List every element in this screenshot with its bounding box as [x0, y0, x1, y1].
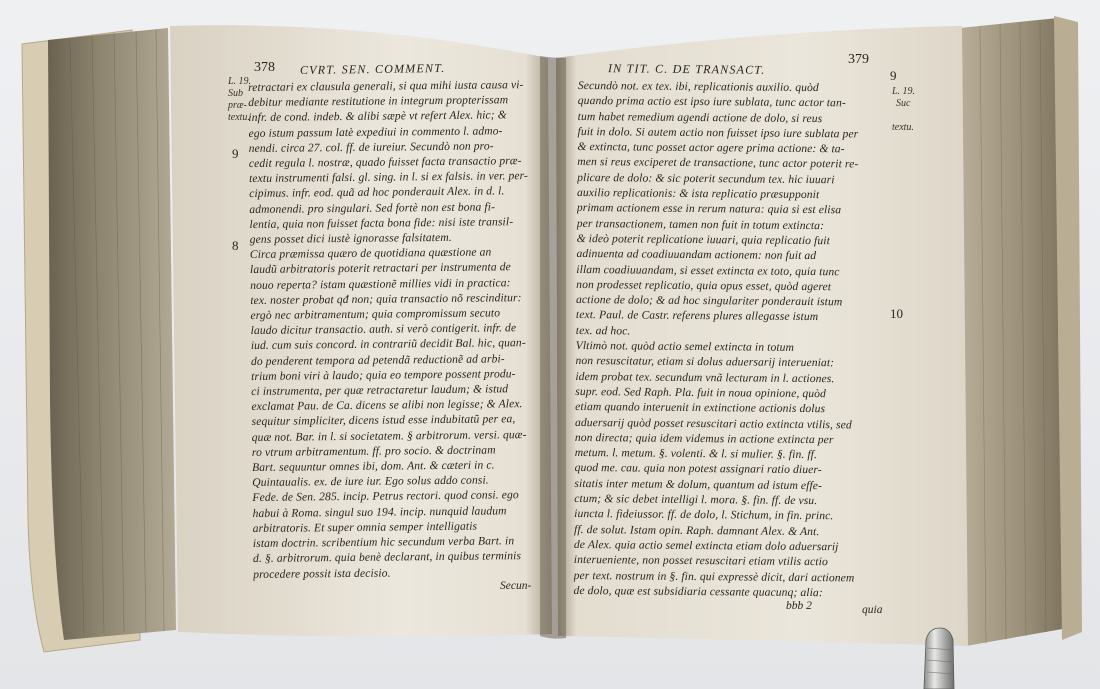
left-margin-note: textu.: [228, 112, 250, 123]
left-page-number: 378: [254, 60, 275, 75]
right-signature-mark: bbb 2: [786, 600, 812, 612]
text-line: infr. de cond. indeb. & alibi sæpè vt refert Alex. hic; &: [248, 108, 507, 125]
text-line: quando prima actio est ipso iure sublata, tunc actor tan-: [577, 94, 846, 110]
text-line: & extincta, tunc posset actor agere prima actione: & ta-: [577, 140, 845, 156]
text-line: do penderent tempora ad petendã reductionẽ ad arbi-: [250, 351, 505, 368]
text-line: gens posset dici iustè ignorasse falsitatem.: [249, 230, 452, 247]
text-line: ff. de solut. Istam opin. Raph. damnant Alex. & Ant.: [574, 522, 820, 538]
text-line: debitur mediante restitutione in integrum propterissam: [248, 93, 509, 110]
text-line: nendi. circa 27. col. ff. de iureiur. Secundò non pro-: [248, 139, 494, 155]
left-margin-note: L. 19.: [228, 76, 252, 87]
text-line: ci instrumenta, per quæ retractaretur laudum; & istud: [251, 382, 509, 399]
text-line: cipimus. infr. eod. quã ad hoc ponderauit Alex. in d. l.: [249, 184, 505, 201]
metal-bookmark: [924, 628, 954, 689]
text-line: ctum; & sic debet intelligi l. mora. §. fin. ff. de vsu.: [574, 491, 818, 508]
text-line: laudo dicitur transactio. auth. si verò contigerit. infr. de: [250, 321, 517, 338]
text-line: istam doctrin. scribentium hic secundum verba Bart. in: [252, 534, 515, 551]
text-line: retractari ex clausula generali, si qua mihi iusta causa vi-: [248, 78, 524, 94]
text-line: Secundò not. ex tex. ibi, replicationis auxilio. quòd: [577, 78, 819, 95]
text-line: ego istum passum latè expediui in commento l. admo-: [248, 123, 503, 140]
text-line: illam coadiuuandam, si esset extincta ex toto, quia tunc: [576, 262, 840, 278]
text-line: per text. nostrum in §. fin. qui expressè dicit, dari actionem: [573, 568, 855, 584]
text-line: quæ not. Bar. in l. si societatem. § arbitrorum. versi. quæ-: [251, 427, 527, 444]
right-catchword: quia: [862, 604, 883, 616]
text-line: supr. eod. Sed Raph. Pla. fuit in noua opinione, quòd: [575, 384, 826, 401]
text-line: Vltimò not. quòd actio semel extincta in totum: [575, 339, 795, 354]
text-line: laudũ arbitratoris poterit retractari per instrumenta de: [249, 260, 511, 277]
text-line: Circa præmissa quæro de quotidiana quæstione an: [249, 245, 492, 262]
left-margin-number: 8: [232, 238, 239, 253]
text-line: d. §. arbitrorum. quia benè declarant, in quibus terminis: [252, 549, 522, 566]
text-line: non resuscitatur, etiam si dolus aduersarij interueniat:: [575, 354, 835, 370]
text-line: tex. ad hoc.: [575, 323, 631, 338]
text-line: trium boni viri à laudo; quia eo tempore possent produ-: [251, 367, 516, 383]
text-line: cedit regula l. nostræ, quado fuisset facta transactio præ-: [248, 154, 522, 171]
text-line: non prodesset replicatio, quia opus esset, quòd ageret: [576, 277, 832, 294]
right-margin-note: Suc: [896, 98, 911, 109]
text-line: exclamat Pau. de Ca. dicens se alibi non legisse; & Alex.: [251, 397, 523, 414]
text-line: plicare de dolo: & sic poterit secundum tex. hic iuuari: [577, 170, 835, 187]
text-line: tum habet remedium agendi actione de dolo, si reus: [577, 109, 823, 125]
text-line: non directa; quia idem videmus in actione extincta per: [574, 430, 834, 447]
text-line: adinuenta ad coadiuuandam actionem: non fuit ad: [576, 247, 817, 263]
text-line: sequitur simpliciter, dicens istud esse indubitatũ per ea,: [251, 412, 516, 429]
left-running-head: CVRT. SEN. COMMENT.: [299, 60, 446, 78]
right-margin-note: L. 19.: [892, 86, 916, 97]
text-line: arbitratoris. Et super omnia semper intelligatis: [252, 519, 478, 535]
text-line: ergò nec arbitramentum; quia compromissum secuto: [250, 306, 501, 323]
right-margin-note: textu.: [892, 122, 914, 133]
text-line: tex. noster probat qđ non; quia transactio nõ rescinditur:: [250, 290, 522, 307]
text-line: etiam quando interuenit in extinctione actionis dolus: [575, 400, 826, 416]
text-line: de Alex. quia actio semel extincta etiam dolo aduersarij: [573, 537, 839, 554]
right-running-head: IN TIT. C. DE TRANSACT.: [607, 61, 766, 77]
text-line: idem probat tex. secundum vnã lecturam in l. actiones.: [575, 369, 835, 385]
text-line: Bart. sequuntur omnes ibi, dom. Ant. & cæteri in c.: [251, 458, 495, 475]
text-line: habui à Roma. singul suo 194. incip. nunquid laudum: [252, 504, 507, 520]
text-line: Quintaualis. ex. de iure iur. Ego solus addo consi.: [252, 473, 489, 490]
text-line: textu instrumenti falsi. gl. sing. in l. si ex falsis. in ver. per-: [248, 169, 528, 186]
right-margin-number: 9: [890, 68, 897, 83]
text-line: & ideò poterit replicatione iuuari, quia replicatio fuit: [576, 231, 830, 248]
text-line: per transactionem, tamen non fuit in totum extincta:: [576, 216, 825, 232]
text-line: Fede. de Sen. 285. incip. Petrus rectori. quod consi. ego: [252, 488, 519, 505]
text-line: primam actionem esse in rerum natura: quia si est elisa: [576, 201, 842, 217]
text-line: iud. cum suis concord. in contrariũ decidit Bal. hic, quan-: [250, 336, 526, 353]
text-line: metum. l. metum. §. volenti. & l. si mulier. §. fin. ff.: [574, 446, 818, 462]
right-page-number: 379: [848, 52, 869, 67]
text-line: sitatis inter metum & dolum, quantum ad istum effe-: [574, 476, 823, 492]
right-page-edges: [960, 18, 1068, 646]
left-margin-note: Sub: [228, 88, 243, 99]
text-line: iuncta l. fideiussor. ff. de dolo, l. Stichum, in fin. princ.: [574, 507, 834, 523]
text-line: men si reus exciperet de transactione, tunc actor poterit re-: [577, 155, 859, 171]
left-catchword: Secun-: [500, 580, 532, 592]
text-line: lentia, quia non fuisset facta bona fide: nisi iste transil-: [249, 215, 514, 231]
text-line: interueniente, non posset resuscitari etiam vtilis actio: [573, 553, 828, 569]
text-line: fuit in dolo. Si autem actio non fuisset ipso iure sublata per: [577, 124, 859, 141]
text-line: text. Paul. de Castr. referens plures allegasse istum: [575, 308, 819, 324]
text-line: auxilio replicationis: & ista replicatio præsupponit: [576, 186, 820, 202]
left-margin-number: 9: [232, 146, 239, 161]
left-page-edges: [48, 28, 176, 640]
left-page-body: [248, 77, 553, 582]
text-line: aduersarij quòd posset resuscitari actio extincta vtilis, sed: [574, 415, 852, 431]
text-line: procedere possit ista decisio.: [253, 566, 391, 581]
text-line: ro vtrum arbitramentum. ff. pro socio. & doctrinam: [251, 443, 496, 459]
right-page-body: [573, 78, 896, 601]
text-line: actione de dolo; & ad hoc singulariter ponderauit istum: [576, 293, 843, 309]
left-margin-note: præ-: [228, 100, 247, 111]
text-line: nouo reperta? istam quæstionẽ millies vidi in practica:: [250, 275, 511, 292]
text-line: admonendi. pro singulari. Sed fortè non est bona fi-: [249, 200, 496, 216]
text-line: quod me. cau. quia non potest assignari ratio diuer-: [574, 461, 822, 477]
text-line: de dolo, quæ est subsidiaria cessante quacunq; alia:: [573, 583, 823, 599]
right-margin-number: 10: [890, 306, 903, 321]
